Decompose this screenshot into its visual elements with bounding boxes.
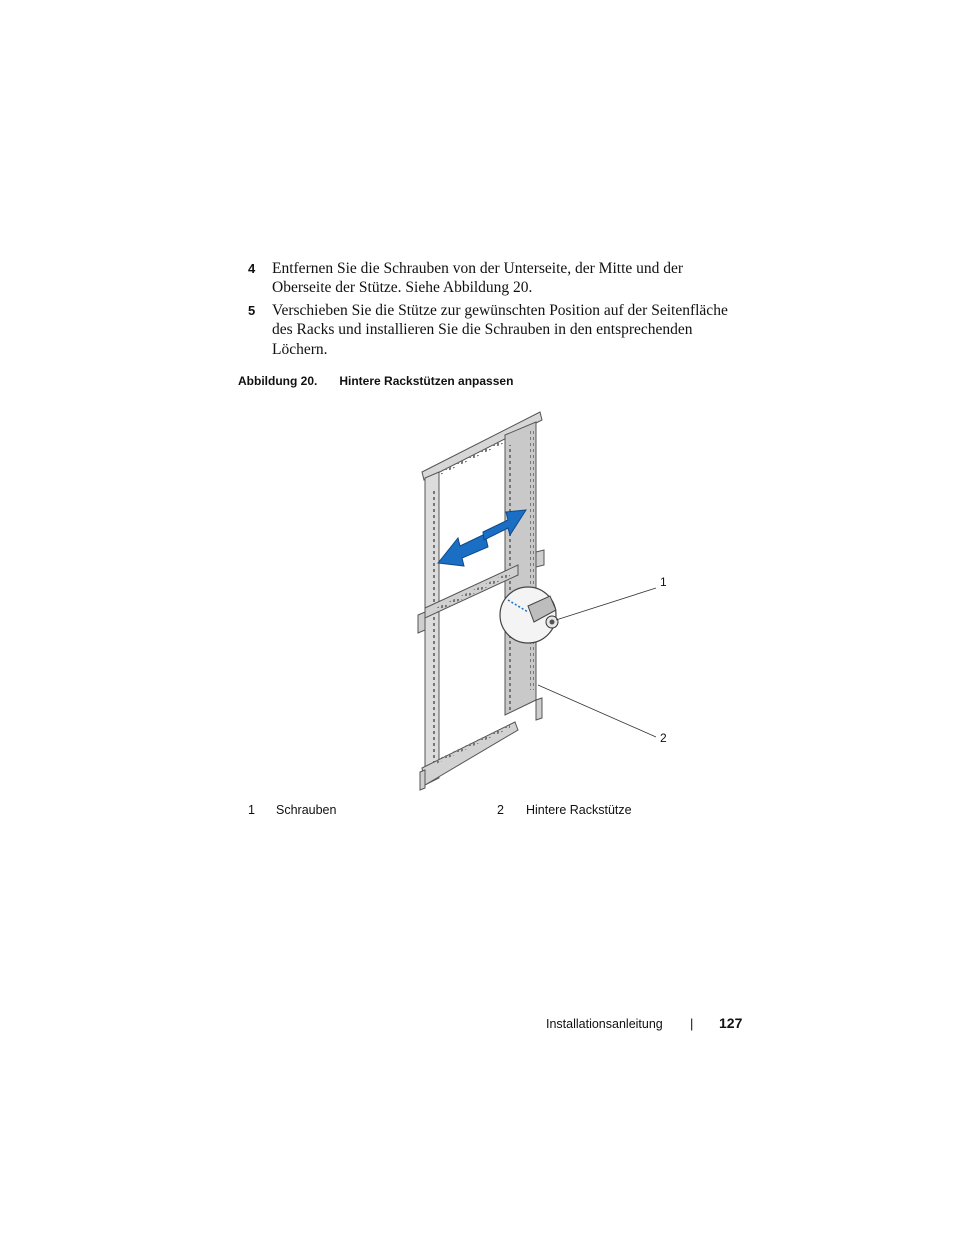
step-number: 4 (248, 261, 256, 276)
legend-label: Schrauben (276, 803, 337, 817)
rack-frame-drawing (400, 400, 690, 800)
legend-label: Hintere Rackstütze (526, 803, 632, 817)
legend-number: 2 (497, 803, 504, 817)
step-number: 5 (248, 303, 256, 318)
step-text: Verschieben Sie die Stütze zur gewünschten Position auf der Seitenfläche des Racks und installieren Sie die Schrauben in den entsprechenden Löchern. (272, 302, 728, 358)
page-number: 127 (719, 1015, 743, 1031)
step-text: Entfernen Sie die Schrauben von der Unterseite, der Mitte und der Oberseite der Stütze. Siehe Abbildung 20. (272, 260, 684, 297)
rack-illustration (400, 400, 690, 800)
footer-doc-title: Installationsanleitung (546, 1017, 663, 1031)
figure-label: Abbildung 20. (238, 374, 318, 388)
figure-title: Hintere Rackstützen anpassen (339, 374, 514, 388)
legend-number: 1 (248, 803, 255, 817)
figure-caption (238, 374, 513, 388)
footer-separator: | (690, 1016, 694, 1031)
step-4 (248, 259, 738, 298)
callout-2: 2 (660, 731, 667, 745)
callout-1: 1 (660, 575, 667, 589)
step-5 (248, 301, 738, 359)
